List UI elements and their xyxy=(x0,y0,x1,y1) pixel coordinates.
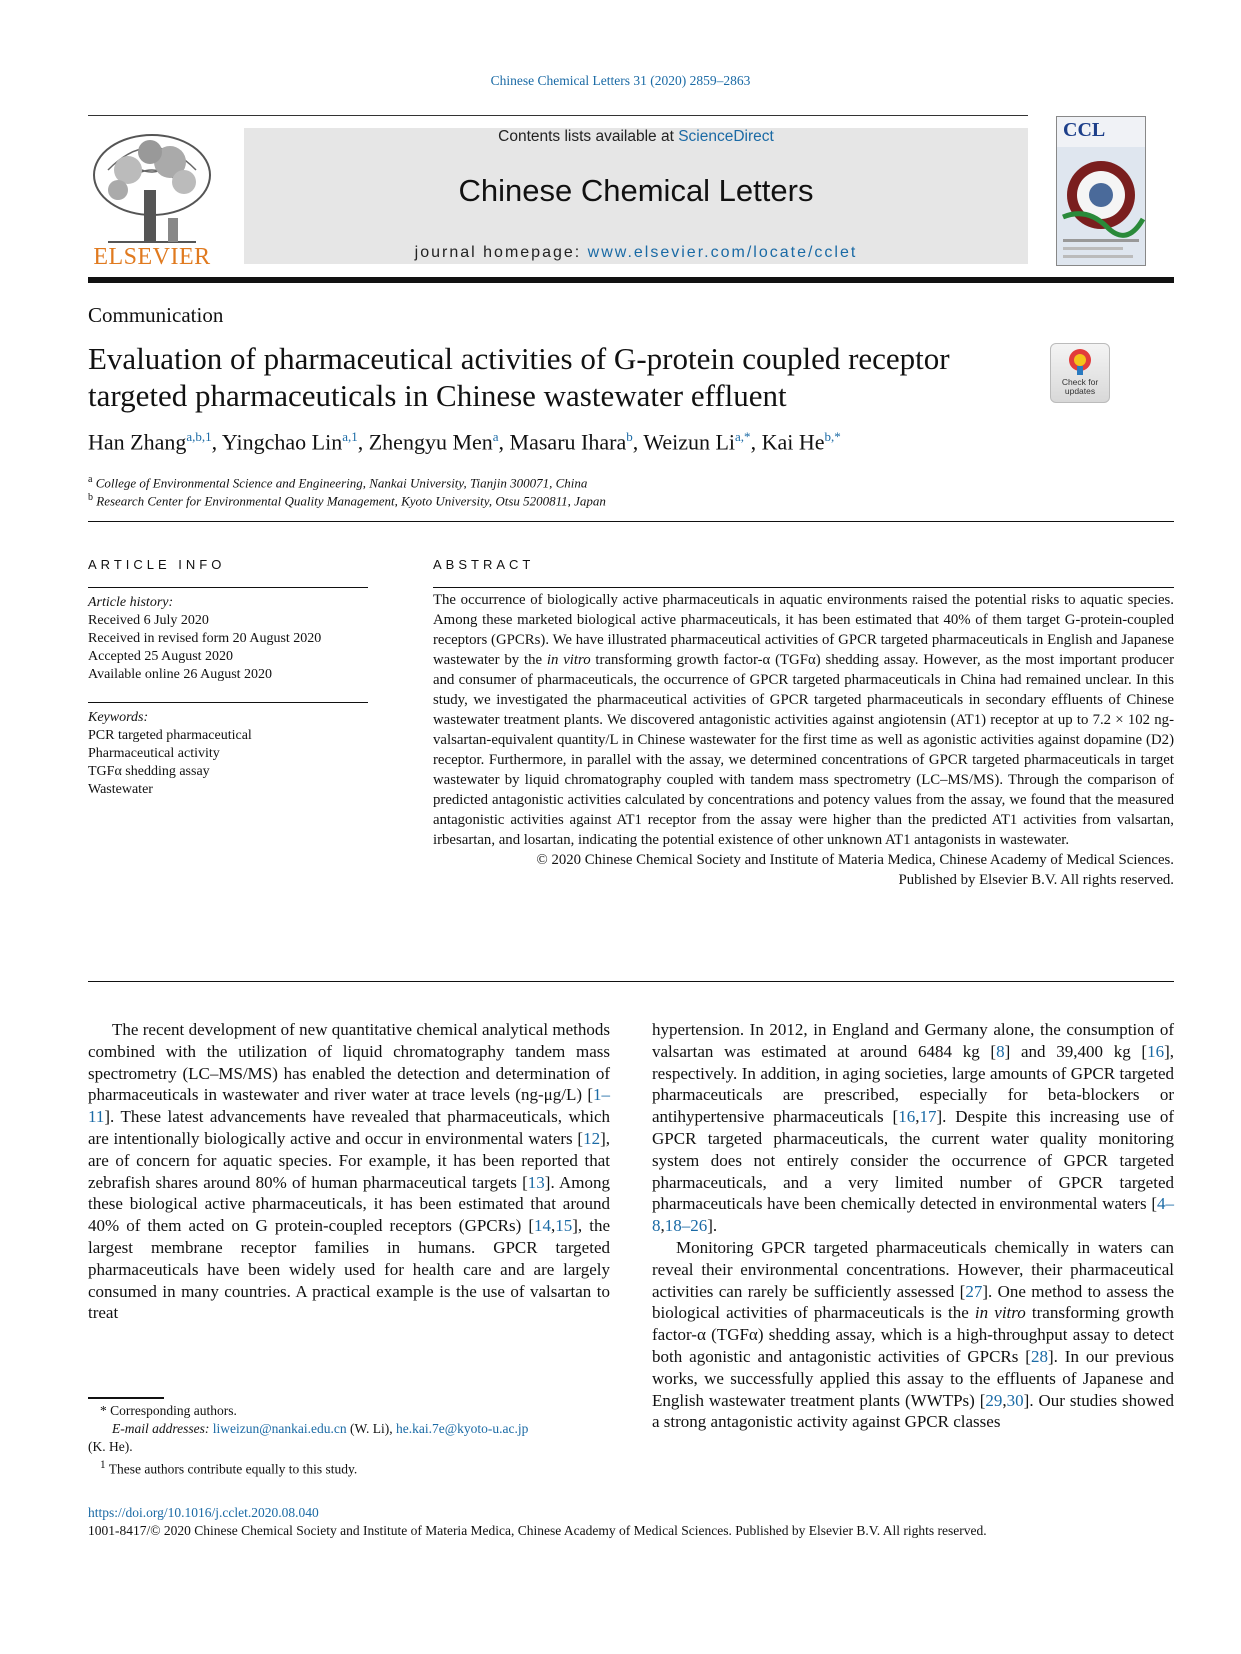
keyword: Pharmaceutical activity xyxy=(88,746,220,761)
contents-line xyxy=(244,128,1028,146)
article-history xyxy=(88,594,378,684)
abstract-heading: ABSTRACT xyxy=(433,557,535,572)
citation-link[interactable]: 14 xyxy=(534,1216,551,1236)
keyword: Wastewater xyxy=(88,782,153,797)
citation-link[interactable]: 27 xyxy=(965,1281,983,1301)
citation-link[interactable]: 4–8 xyxy=(652,1194,1174,1236)
affiliation-text: College of Environmental Science and Engineering, Nankai University, Tianjin 300071, China xyxy=(95,475,588,491)
sciencedirect-link[interactable]: ScienceDirect xyxy=(678,128,774,145)
footnote-emails-cont: (K. He). xyxy=(88,1439,133,1454)
footnote-corresponding: * Corresponding authors. xyxy=(100,1403,237,1418)
article-info-heading: ARTICLE INFO xyxy=(88,557,226,572)
affiliation xyxy=(88,474,587,491)
abstract-text xyxy=(433,590,1174,890)
citation-link[interactable]: 16 xyxy=(898,1107,916,1127)
cover-logo-text: CCL xyxy=(1063,119,1106,141)
copyright-line: © 2020 Chinese Chemical Society and Institute of Materia Medica, Chinese Academy of Medical Sciences. xyxy=(536,852,1174,868)
author-separator: , xyxy=(750,429,762,455)
article-type: Communication xyxy=(88,303,224,327)
body-column-right xyxy=(652,1019,1174,1433)
journal-title: Chinese Chemical Letters xyxy=(458,173,814,208)
author-affil-mark[interactable]: b xyxy=(626,429,633,444)
author-affil-mark[interactable]: a xyxy=(492,429,499,444)
header-thick-rule xyxy=(88,277,1174,283)
publisher-wordmark: ELSEVIER xyxy=(93,244,211,270)
author-name: Kai He xyxy=(761,429,825,455)
footnote-equal: $^1$ These authors contribute equally to this study. xyxy=(100,1459,358,1477)
body-paragraph: The recent development of new quantitative chemical analytical methods combined with the utilization of liquid chromatography tandem mass spectrometry (LC–MS/MS) has enabled the detection and determination of pharmaceuticals in wastewater and river water at trace levels (ng-μg/L) [1–11]. These latest advancements have revealed that pharmaceuticals, which are intentionally biologically active and occur in environmental waters [12], are of concern for aquatic species. For example, it has been reported that zebrafish shares around 80% of human pharmaceutical targets [13]. Among these biological active pharmaceuticals, it has been estimated that around 40% of them acted on G protein-coupled receptors (GPCRs) [14,15], the largest membrane receptor families in humans. GPCR targeted pharmaceuticals have been widely used for health care and are largely consumed in many countries. A practical example is the use of valsartan to treat xyxy=(88,1020,610,1323)
author-list xyxy=(88,429,841,455)
abstract-emphasis: in vitro xyxy=(546,652,591,668)
check-for-updates-icon xyxy=(1068,348,1092,376)
body-column-left xyxy=(88,1019,610,1324)
citation-link[interactable]: 12 xyxy=(583,1128,601,1148)
check-for-updates-button[interactable] xyxy=(1050,343,1110,403)
check-for-updates-line1: Check for xyxy=(1061,377,1099,387)
issn-copyright: 1001-8417/© 2020 Chinese Chemical Society and Institute of Materia Medica, Chinese Academy of Medical Sciences. Published by Elsevier B.V. All rights reserved. xyxy=(88,1523,987,1538)
running-head[interactable]: Chinese Chemical Letters 31 (2020) 2859–2863 xyxy=(490,73,751,88)
doi-link[interactable] xyxy=(88,1505,319,1521)
footnotes xyxy=(88,1402,528,1479)
abstract-part: transforming growth factor-α (TGFα) shedding assay. However, as the most important producer and consumer of pharmaceuticals, the occurrence of GPCR targeted pharmaceuticals in China had remained unclear. In this study, we investigated the pharmaceutical activities of GPCR targeted pharmaceuticals in secondary effluents of Chinese wastewater treatment plants. We discovered antagonistic activities against angiotensin (AT1) receptor at up to 7.2 × 102 ng-valsartan-equivalent quantity/L in Chinese wastewater for the first time as well as agonistic activities against dopamine (D2) receptor. Furthermore, in parallel with the assay, we determined concentrations of GPCR targeted pharmaceuticals in target wastewater by liquid chromatography coupled with tandem mass spectrometry (LC–MS/MS). Through the comparison of predicted antagonistic activities calculated by concentrations and potency values from the assay, we found that the measured antagonistic activities against AT1 receptor from the assay were higher than the predicted AT1 activities from valsartan, irbesartan, and losartan, indicating the potential existence of other unknown AT1 antagonists in wastewater. xyxy=(433,652,1175,848)
citation-link[interactable]: 30 xyxy=(1006,1390,1024,1410)
keywords-rule xyxy=(88,702,368,703)
article-info-rule xyxy=(88,587,368,588)
keywords-label: Keywords: xyxy=(88,710,149,725)
author-name: Yingchao Lin xyxy=(221,429,343,455)
author-name: Weizun Li xyxy=(643,429,736,455)
author-affil-mark[interactable]: b,* xyxy=(824,429,841,444)
citation-link[interactable]: 28 xyxy=(1030,1346,1048,1366)
keywords xyxy=(88,709,378,799)
body-paragraph: hypertension. In 2012, in England and Germany alone, the consumption of valsartan was estimated at around 6484 kg [8] and 39,400 kg [16], respectively. In addition, in aging societies, large amounts of GPCR targeted pharmaceuticals are prescribed, especially for beta-blockers or antihypertensive pharmaceuticals [16,17]. Despite this increasing use of GPCR targeted pharmaceuticals, the current water quality monitoring system does not entirely consider the occurrence of GPCR targeted pharmaceuticals, and a very limited number of GPCR targeted pharmaceuticals have been chemically detected in environmental waters [4–8,18–26]. xyxy=(652,1020,1174,1236)
journal-cover-image[interactable] xyxy=(1056,116,1146,266)
history-item: Accepted 25 August 2020 xyxy=(88,649,234,664)
history-item: Received in revised form 20 August 2020 xyxy=(88,631,322,646)
author-name: Han Zhang xyxy=(88,429,187,455)
footnote-rule xyxy=(88,1397,164,1399)
author-name: Masaru Ihara xyxy=(509,429,627,455)
keyword: TGFα shedding assay xyxy=(88,764,210,779)
section-rule xyxy=(88,521,1174,522)
author-name: Zhengyu Men xyxy=(368,429,493,455)
contents-prefix: Contents lists available at xyxy=(498,128,674,145)
citation-link[interactable]: 8 xyxy=(996,1041,1005,1061)
footnote-emails: E-mail addresses: liweizun@nankai.edu.cn (W. Li), he.kai.7e@kyoto-u.ac.jp xyxy=(112,1421,529,1436)
email-link[interactable]: liweizun@nankai.edu.cn xyxy=(212,1421,347,1436)
homepage-url-link[interactable]: www.elsevier.com/locate/cclet xyxy=(587,244,858,261)
author-separator: , xyxy=(632,429,644,455)
author-separator: , xyxy=(357,429,369,455)
author-affil-mark[interactable]: a,* xyxy=(735,429,751,444)
citation-link[interactable]: 13 xyxy=(527,1172,545,1192)
citation-link[interactable]: 18–26 xyxy=(664,1216,708,1236)
author-separator: , xyxy=(211,429,222,455)
history-item: Received 6 July 2020 xyxy=(88,613,209,628)
citation-link[interactable]: 15 xyxy=(555,1216,573,1236)
abstract-part: The occurrence of biologically active pharmaceuticals in aquatic environments raised the potential risks to aquatic species. Among these marketed biological active pharmaceuticals, it has been estimated that 40% of them target G-protein-coupled receptors (GPCRs). We have illustrated pharmaceutical activities of GPCR targeted pharmaceuticals in English and Japanese wastewater by the xyxy=(433,592,1174,668)
body-rule xyxy=(88,981,1174,982)
author-separator: , xyxy=(498,429,510,455)
abstract-rule xyxy=(433,587,1174,588)
history-label: Article history: xyxy=(88,595,174,610)
doi-url[interactable]: https://doi.org/10.1016/j.cclet.2020.08.040 xyxy=(88,1505,319,1520)
homepage-prefix: journal homepage: xyxy=(414,244,582,261)
article-title: Evaluation of pharmaceutical activities of G-protein coupled receptor targeted pharmaceuticals in Chinese wastewater effluent xyxy=(88,341,950,413)
homepage-line xyxy=(244,244,1028,262)
check-for-updates-line2: updates xyxy=(1064,386,1096,396)
affiliation-mark: a xyxy=(88,474,93,485)
citation-link[interactable]: 29 xyxy=(985,1390,1003,1410)
citation-link[interactable]: 16 xyxy=(1147,1041,1165,1061)
author-affil-mark[interactable]: a,1 xyxy=(342,429,358,444)
abstract-copyright xyxy=(433,850,1174,890)
history-item: Available online 26 August 2020 xyxy=(88,667,273,682)
affiliation-mark: b xyxy=(88,492,93,503)
citation-link[interactable]: 17 xyxy=(919,1107,937,1127)
copyright-line: Published by Elsevier B.V. All rights reserved. xyxy=(898,872,1174,888)
affiliation xyxy=(88,492,606,509)
citation-link[interactable]: 1–11 xyxy=(88,1085,610,1127)
email-link[interactable]: he.kai.7e@kyoto-u.ac.jp xyxy=(396,1421,529,1436)
author-affil-mark[interactable]: a,b,1 xyxy=(186,429,212,444)
body-paragraph: Monitoring GPCR targeted pharmaceuticals chemically in waters can reveal their environmental concentrations. However, their pharmaceutical activities can rarely be sufficiently assessed [27]. One method to assess the biological activities of pharmaceuticals is the in vitro transforming growth factor-α (TGFα) shedding assay, which is a high-throughput assay to detect both agonistic and antagonistic activities of GPCRs [28]. In our previous works, we successfully applied this assay to the effluents of Japanese and English wastewater treatment plants (WWTPs) [29,30]. Our studies showed a strong antagonistic activity against GPCR classes xyxy=(652,1237,1175,1432)
keyword: PCR targeted pharmaceutical xyxy=(88,728,252,743)
header-top-rule xyxy=(88,115,1028,116)
affiliation-text: Research Center for Environmental Quality Management, Kyoto University, Otsu 5200811, Japan xyxy=(96,493,606,509)
cover-art-icon xyxy=(1057,147,1145,265)
